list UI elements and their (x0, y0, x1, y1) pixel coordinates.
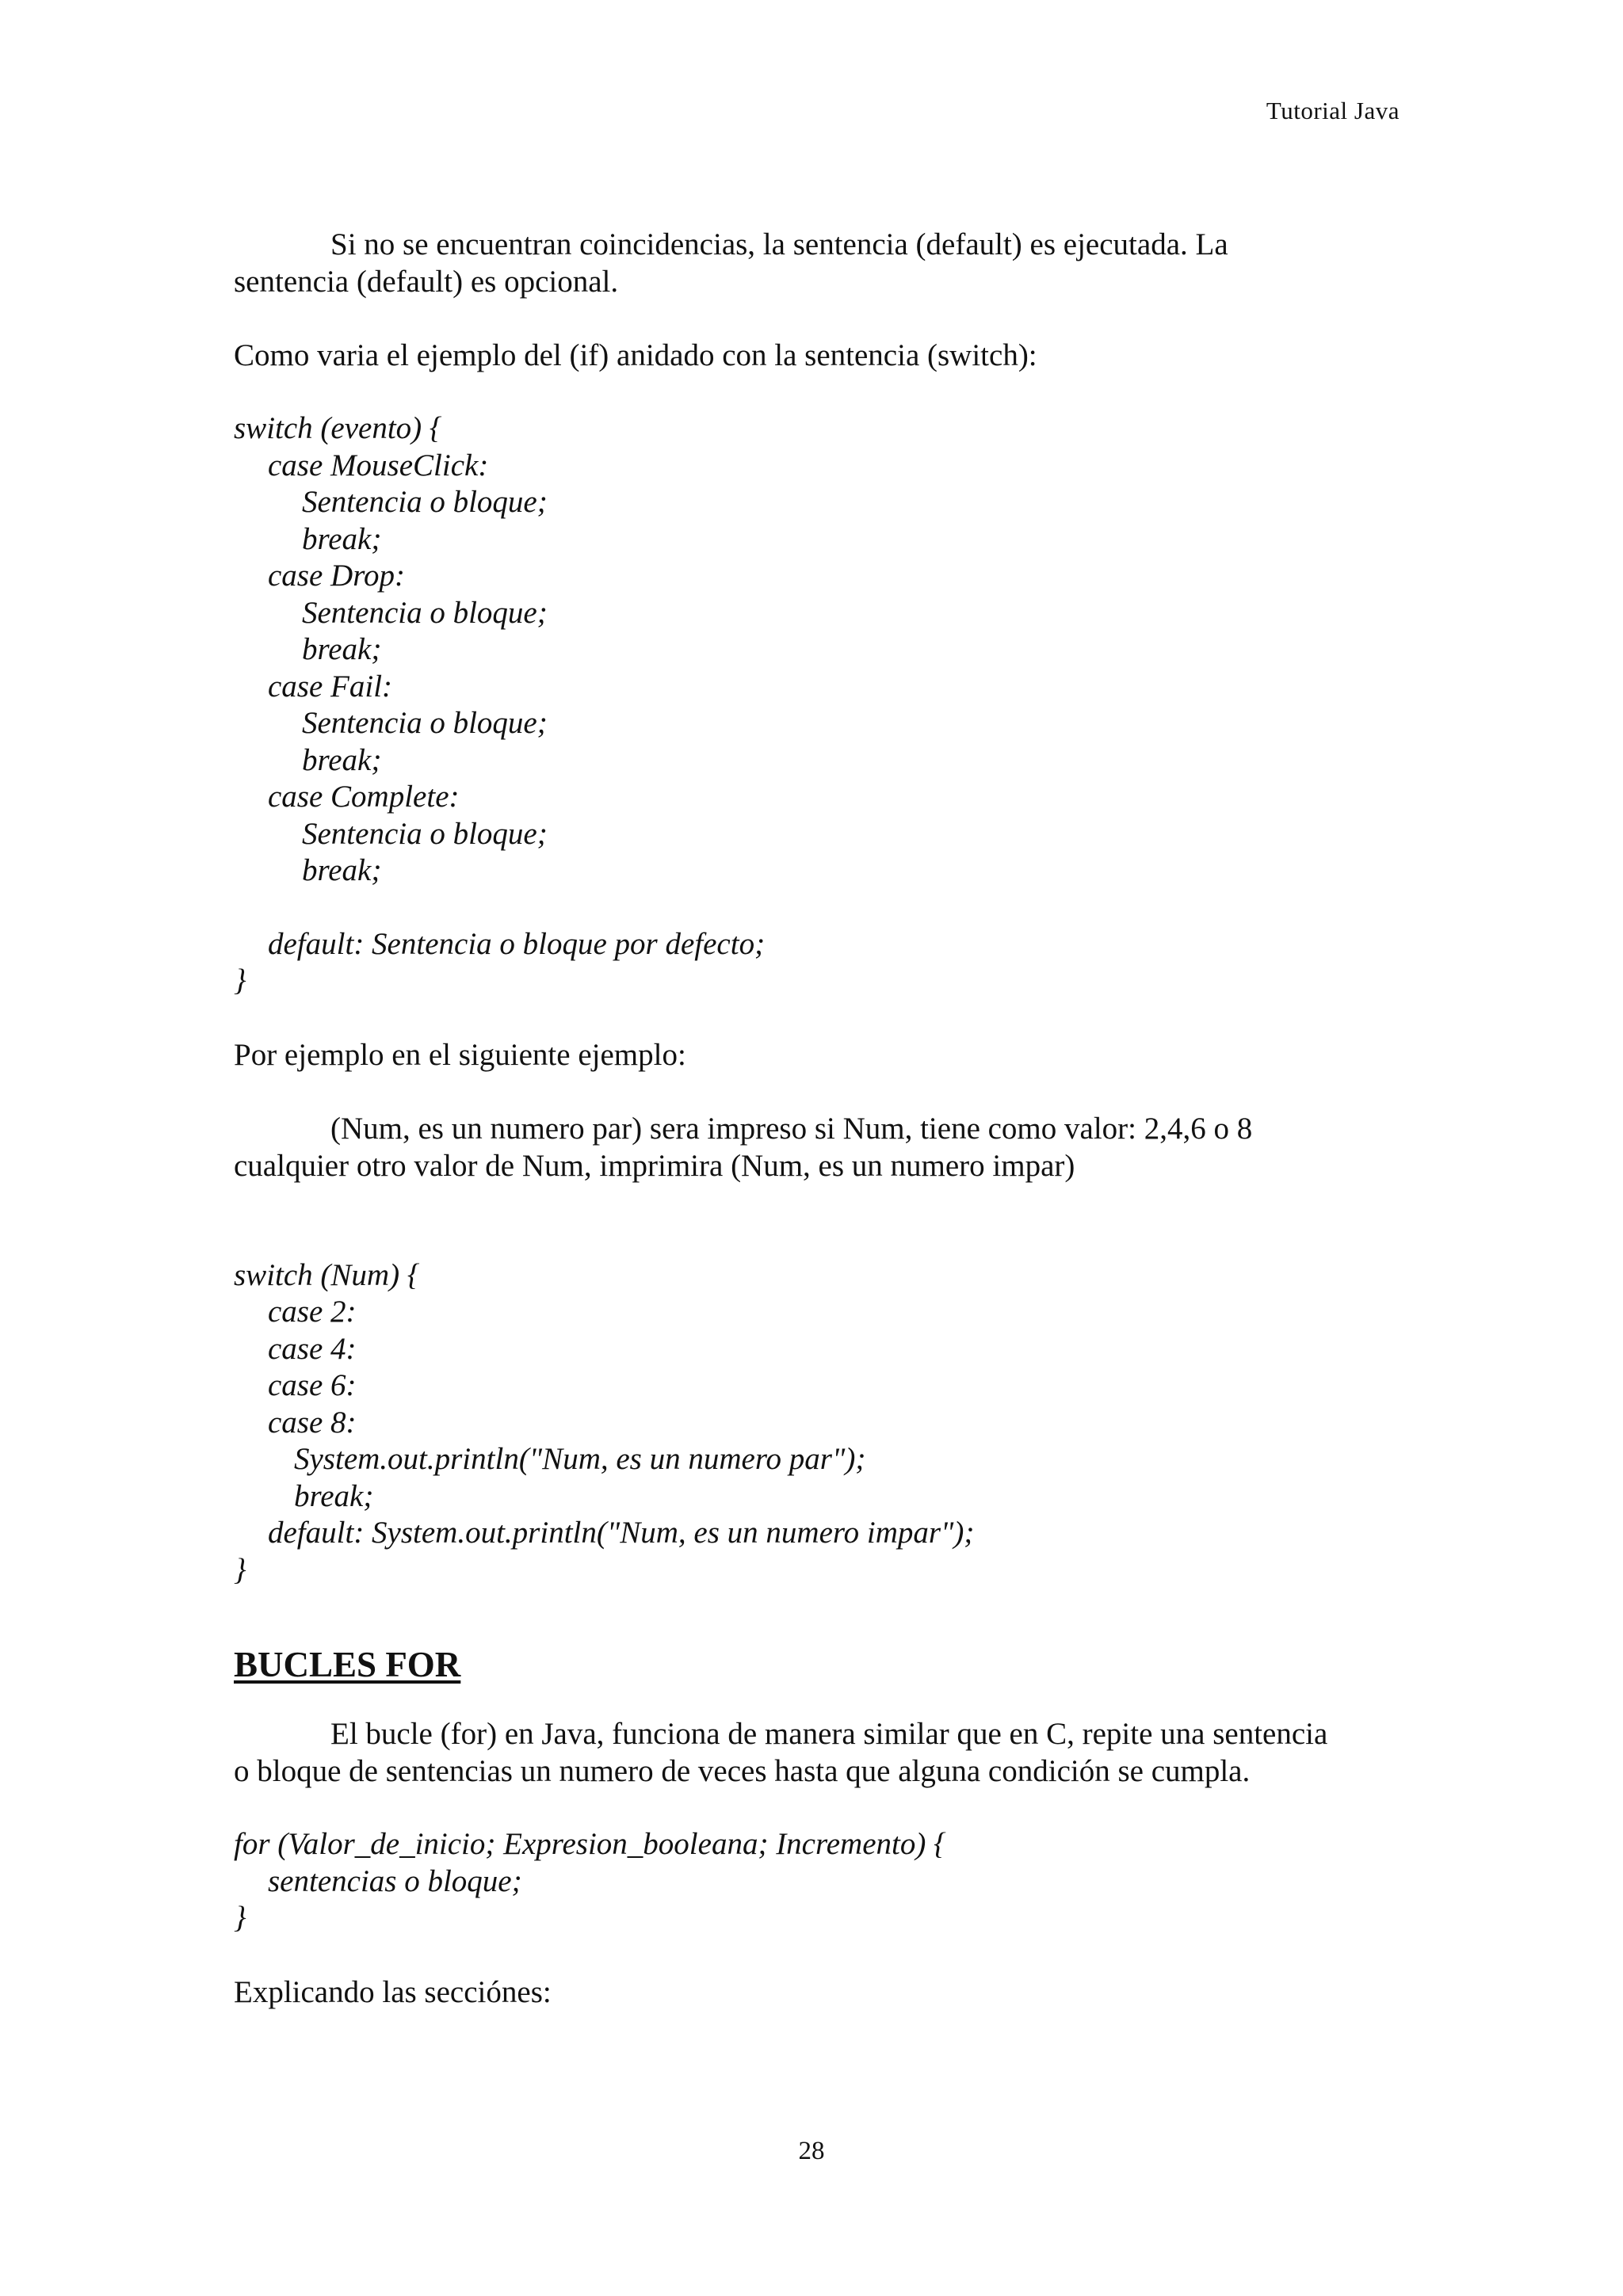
paragraph-switch-intro: Como varia el ejemplo del (if) anidado con la sentencia (switch): (234, 338, 1037, 372)
running-header: Tutorial Java (1266, 97, 1400, 124)
code-block-switch-num (234, 1257, 1407, 1589)
page-body (234, 226, 1407, 2011)
code-line: Sentencia o bloque; (302, 816, 548, 851)
code-line: case 8: (268, 1405, 357, 1440)
code-line: } (234, 1552, 246, 1587)
paragraph-example-intro: Por ejemplo en el siguiente ejemplo: (234, 1037, 686, 1072)
code-line: for (Valor_de_inicio; Expresion_booleana; Incremento) { (234, 1827, 946, 1861)
code-line: } (234, 963, 246, 997)
code-line: switch (evento) { (234, 411, 442, 445)
paragraph-example-line2: cualquier otro valor de Num, imprimira (Num, es un numero impar) (234, 1148, 1075, 1183)
paragraph-for-line2: o bloque de sentencias un numero de veces hasta que alguna condición se cumpla. (234, 1754, 1251, 1788)
code-line: case 4: (268, 1331, 357, 1366)
code-line: break; (302, 853, 382, 887)
code-line: Sentencia o bloque; (302, 485, 548, 519)
code-line: default: System.out.println("Num, es un numero impar"); (268, 1516, 975, 1550)
paragraph-default-line2: sentencia (default) es opcional. (234, 265, 619, 299)
code-line: default: Sentencia o bloque por defecto; (268, 926, 766, 961)
code-line: case Drop: (268, 559, 405, 593)
paragraph-for-line1: El bucle (for) en Java, funciona de manera similar que en C, repite una sentencia (330, 1717, 1328, 1751)
code-line: break; (302, 742, 382, 777)
code-line: case Complete: (268, 780, 460, 814)
paragraph-example-line1: (Num, es un numero par) sera impreso si Num, tiene como valor: 2,4,6 o 8 (330, 1111, 1253, 1146)
code-line: sentencias o bloque; (268, 1863, 522, 1898)
section-heading: BUCLES FOR (234, 1645, 461, 1684)
code-line: System.out.println("Num, es un numero par"); (294, 1442, 866, 1476)
code-block-for (234, 1826, 1407, 1937)
code-line: Sentencia o bloque; (302, 595, 548, 630)
code-line: case MouseClick: (268, 448, 489, 482)
code-line: break; (302, 632, 382, 666)
code-line: break; (294, 1478, 374, 1513)
code-line: } (234, 1901, 246, 1935)
code-line: case 2: (268, 1295, 357, 1329)
paragraph-default-line1: Si no se encuentran coincidencias, la sentencia (default) es ejecutada. La (330, 227, 1228, 261)
code-line: case 6: (268, 1368, 357, 1402)
code-line: break; (302, 521, 382, 556)
code-line: case Fail: (268, 669, 393, 704)
code-line: Sentencia o bloque; (302, 706, 548, 740)
page-number: 28 (798, 2137, 825, 2165)
paragraph-sections: Explicando las secciónes: (234, 1974, 552, 2009)
code-block-switch-evento (234, 410, 1407, 1000)
code-line: switch (Num) { (234, 1257, 420, 1292)
